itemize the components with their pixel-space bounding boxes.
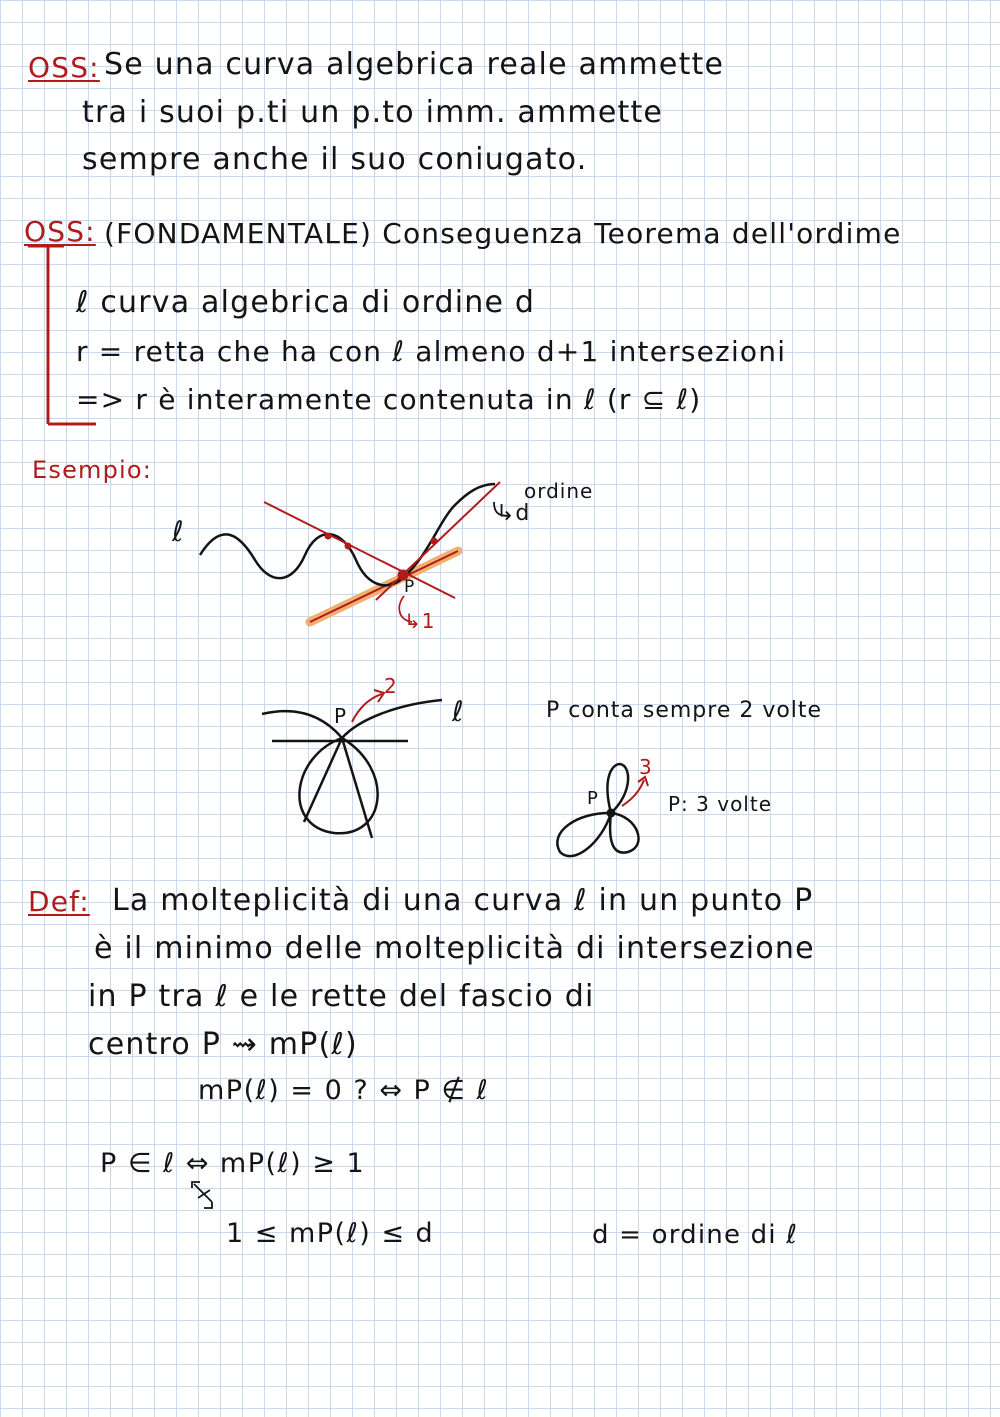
- petal-top: [607, 764, 628, 813]
- formula-zero: mP(ℓ) = 0 ? ⇔ P ∉ ℓ: [198, 1075, 490, 1106]
- curve-two-arc: [262, 700, 442, 738]
- def-line2: è il minimo delle molteplicità di intersezione: [94, 931, 815, 966]
- fig1-order-arrow: ↳d: [496, 501, 531, 526]
- fig3-mult-label: 3: [639, 755, 653, 779]
- def-line3: in P tra ℓ e le rette del fascio di: [88, 979, 595, 1014]
- fig1-order-note: ordine: [524, 479, 594, 503]
- point-p3-dot: [607, 809, 616, 818]
- fig2-curve-label: ℓ: [452, 695, 465, 728]
- formula-bounds-note: d = ordine di ℓ: [592, 1220, 799, 1250]
- formula-belongs: P ∈ ℓ ⇔ mP(ℓ) ≥ 1: [100, 1148, 366, 1179]
- figure-one: [200, 482, 508, 622]
- fig1-mult-label: ↳1: [404, 609, 436, 633]
- line-two-b: [342, 738, 372, 838]
- oss1-line3: sempre anche il suo coniugato.: [82, 142, 588, 177]
- fig2-note: P conta sempre 2 volte: [546, 698, 823, 723]
- oss1-label: OSS:: [28, 51, 100, 84]
- def-line1: La molteplicità di una curva ℓ in un punto P: [112, 883, 814, 918]
- oss2-heading: (FONDAMENTALE) Conseguenza Teorema dell'ordime: [104, 217, 902, 250]
- figure-two: [262, 690, 442, 838]
- intersection-dot: [345, 543, 352, 550]
- oss2-line2: r = retta che ha con ℓ almeno d+1 intersezioni: [76, 335, 787, 368]
- curve-one: [200, 484, 495, 585]
- oss2-bracket: [28, 246, 96, 424]
- fig3-note: P: 3 volte: [668, 792, 773, 816]
- mult-two-arrow: [352, 694, 382, 722]
- double-arrow: [192, 1182, 212, 1208]
- fig1-curve-label: ℓ: [172, 515, 185, 548]
- oss1-line1: Se una curva algebrica reale ammette: [104, 47, 725, 82]
- oss2-line3: => r è interamente contenuta in ℓ (r ⊆ ℓ): [76, 383, 702, 416]
- example-label: Esempio:: [32, 456, 153, 484]
- oss1-line2: tra i suoi p.ti un p.to imm. ammette: [82, 95, 664, 130]
- fig2-point-label: P: [334, 704, 348, 728]
- oss2-label: OSS:: [24, 215, 96, 248]
- fig1-point-label: P: [404, 577, 416, 597]
- petal-left: [557, 813, 611, 856]
- figure-three: [557, 764, 648, 856]
- intersection-dot: [325, 533, 332, 540]
- intersection-dot: [431, 538, 438, 545]
- def-line4: centro P ⇝ mP(ℓ): [88, 1027, 358, 1062]
- formula-bounds: 1 ≤ mP(ℓ) ≤ d: [226, 1218, 435, 1249]
- petal-right: [610, 813, 638, 853]
- fig2-mult-label: 2: [384, 674, 398, 698]
- fig3-point-label: P: [587, 788, 599, 809]
- def-label: Def:: [28, 885, 90, 918]
- line-two-a: [304, 738, 342, 822]
- secant-line-b: [376, 482, 500, 600]
- oss2-line1: ℓ curva algebrica di ordine d: [76, 285, 536, 320]
